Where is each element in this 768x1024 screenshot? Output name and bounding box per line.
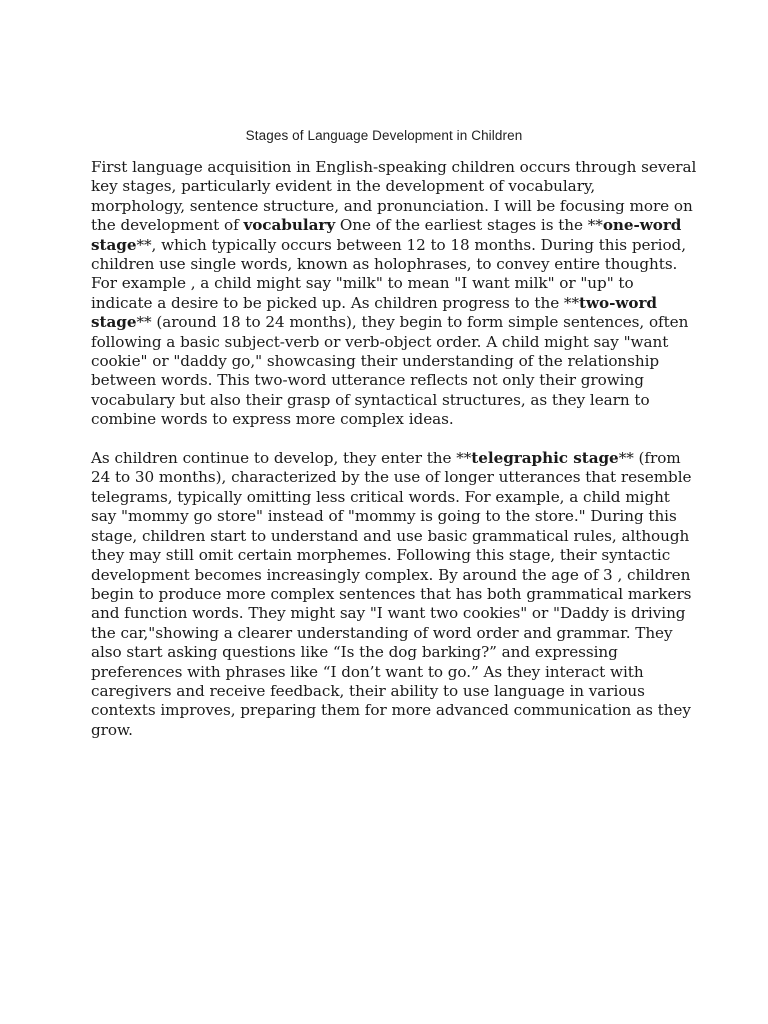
paragraph: [91, 449, 691, 740]
text-run: 24 to 30 months), characterized by the use of longer utterances that resemble: [91, 468, 692, 487]
text-line: [91, 624, 691, 643]
text-run: ** (around 18 to 24 months), they begin to form simple sentences, often: [136, 313, 689, 332]
text-line: [91, 274, 691, 293]
text-run: also start asking questions like “Is the dog barking?” and expressing: [91, 643, 618, 662]
text-line: [91, 721, 691, 740]
text-run: ** (from: [618, 449, 681, 468]
text-line: [91, 701, 691, 720]
text-run: vocabulary but also their grasp of syntactical structures, as they learn to: [91, 390, 650, 409]
text-line: [91, 236, 691, 255]
text-line: [91, 507, 691, 526]
text-line: [91, 158, 697, 177]
text-line: [91, 488, 691, 507]
text-run: key stages, particularly evident in the development of vocabulary,: [91, 177, 596, 196]
bold-term: one-word: [602, 216, 682, 235]
document-body: [91, 158, 697, 760]
text-line: [91, 663, 691, 682]
text-run: preferences with phrases like “I don’t want to go.” As they interact with: [91, 662, 644, 681]
text-line: [91, 527, 691, 546]
text-run: between words. This two-word utterance reflects not only their growing: [91, 371, 644, 390]
text-run: and function words. They might say "I want two cookies" or "Daddy is driving: [91, 604, 686, 623]
text-run: As children continue to develop, they enter the **: [91, 449, 472, 468]
text-run: One of the earliest stages is the **: [335, 216, 603, 235]
text-run: For example , a child might say "milk" to mean "I want milk" or "up" to: [91, 274, 634, 293]
text-line: [91, 643, 691, 662]
text-run: the development of: [91, 216, 244, 235]
bold-term: two-word: [579, 293, 657, 312]
text-line: [91, 585, 691, 604]
text-run: children use single words, known as holophrases, to convey entire thoughts.: [91, 255, 678, 274]
text-run: stage, children start to understand and use basic grammatical rules, although: [91, 526, 690, 545]
text-run: caregivers and receive feedback, their ability to use language in various: [91, 681, 645, 700]
text-run: they may still omit certain morphemes. Following this stage, their syntactic: [91, 546, 671, 565]
text-run: indicate a desire to be picked up. As children progress to the **: [91, 293, 580, 312]
text-line: [91, 410, 691, 429]
text-run: development becomes increasingly complex. By around the age of 3 , children: [91, 565, 691, 584]
text-run: begin to produce more complex sentences that has both grammatical markers: [91, 584, 692, 603]
text-line: [91, 449, 691, 468]
bold-term: telegraphic stage: [471, 449, 619, 468]
text-line: [91, 333, 691, 352]
text-run: morphology, sentence structure, and pronunciation. I will be focusing more on: [91, 196, 693, 215]
text-line: [91, 255, 691, 274]
text-line: [91, 313, 691, 332]
text-line: [91, 468, 691, 487]
text-run: contexts improves, preparing them for more advanced communication as they: [91, 701, 691, 720]
text-line: [91, 566, 691, 585]
text-line: [91, 604, 691, 623]
text-line: [91, 371, 691, 390]
text-line: [91, 546, 691, 565]
text-line: [91, 177, 691, 196]
text-run: following a basic subject-verb or verb-object order. A child might say "want: [91, 332, 669, 351]
text-line: [91, 391, 691, 410]
text-line: [91, 682, 691, 701]
document-title: Stages of Language Development in Children: [245, 128, 523, 143]
bold-term: stage: [91, 313, 137, 332]
text-line: [91, 216, 691, 235]
text-line: [91, 352, 691, 371]
text-run: First language acquisition in English-speaking children occurs through several: [91, 158, 697, 176]
text-run: grow.: [91, 720, 133, 739]
text-run: cookie" or "daddy go," showcasing their understanding of the relationship: [91, 352, 660, 371]
bold-term: stage: [91, 235, 137, 254]
bold-term: vocabulary: [243, 216, 336, 235]
paragraph: [91, 158, 697, 430]
text-run: the car,"showing a clearer understanding of word order and grammar. They: [91, 623, 673, 642]
text-line: [91, 197, 691, 216]
text-line: [91, 294, 691, 313]
text-run: telegrams, typically omitting less critical words. For example, a child might: [91, 487, 670, 506]
text-run: combine words to express more complex ideas.: [91, 410, 454, 429]
text-run: **, which typically occurs between 12 to 18 months. During this period,: [136, 235, 686, 254]
text-run: say "mommy go store" instead of "mommy is going to the store." During this: [91, 507, 677, 526]
